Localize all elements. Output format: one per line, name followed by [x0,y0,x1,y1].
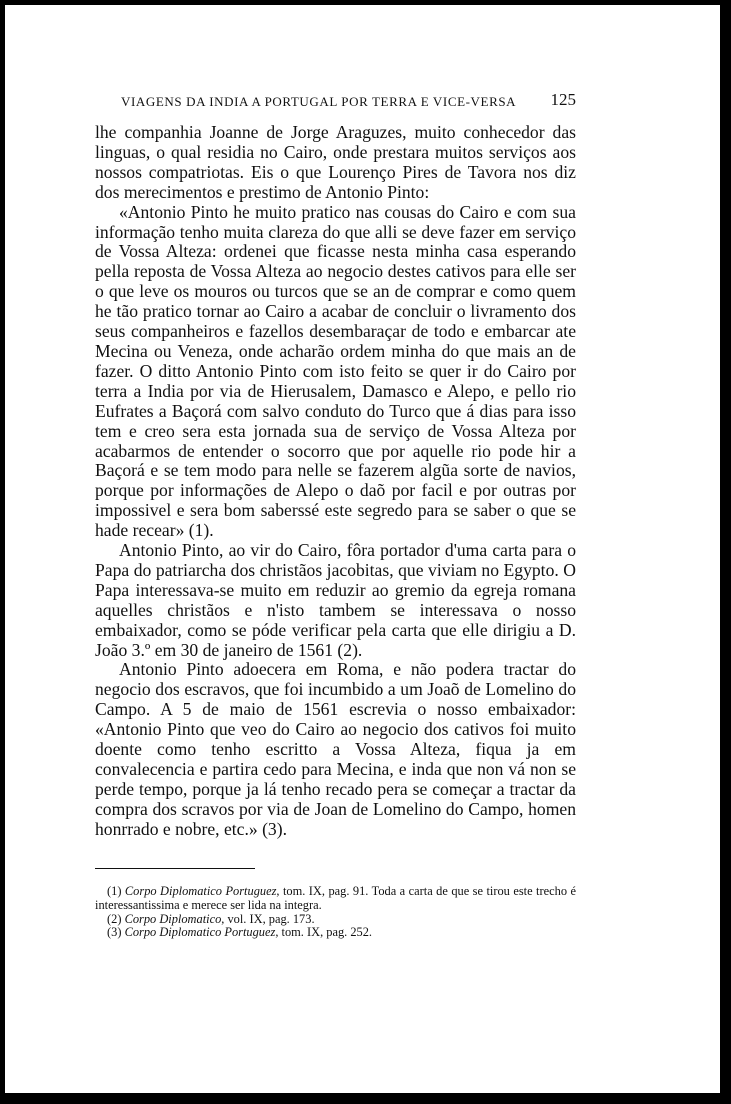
footnote-3 [95,926,576,940]
running-head [121,90,576,110]
running-head-title: VIAGENS DA INDIA A PORTUGAL POR TERRA E VICE-VERSA [121,94,517,109]
paragraph-continuation: lhe companhia Joanne de Jorge Araguzes, muito conhecedor das linguas, o qual residia no Cairo, onde prestara muitos serviços aos nossos compatriotas. Eis o que Lourenço Pires de Tavora nos diz dos merecimentos e prestimo de Antonio Pinto: [95,122,576,202]
footnote-source-title: Corpo Diplomatico [124,911,222,926]
paragraph-quotation: «Antonio Pinto he muito pratico nas cousas do Cairo e com sua informação tenho muita clareza do que alli se deve fazer em serviço de Vossa Alteza: ordenei que ficasse nesta minha casa esperando pella reposta de Vossa Alteza ao negocio destes cativos para elle ser o que leve os mouros ou turcos que se an de comprar e como quem he tão pratico tornar ao Cairo a acabar de concluir o livramento dos seus companheiros e fazellos desembaraçar de todo e embarcar ate Mecina ou Veneza, onde acharão ordem minha do que mais an de fazer. O ditto Antonio Pinto com isto feito se quer ir do Cairo por terra a India por via de Hierusalem, Damasco e Alepo, e pello rio Eufrates a Baçorá com salvo conduto do Turco que á dias para isso tem e creo sera esta jornada sua de serviço de Vossa Alteza por acabarmos de entender o socorro que por aquelle rio pode hir a Baçorá e se tem modo para nelle se fazerem algũa sorte de navios, porque por informações de Alepo o daõ por facil e por outras por impossivel e sera bom saberssé este segredo para se saber o que se hade recear» (1). [95,201,576,541]
footnote-marker: (2) [107,911,122,926]
footnote-2 [95,913,576,927]
footnote-rule [95,868,255,869]
paragraph: Antonio Pinto adoecera em Roma, e não podera tractar do negocio dos escravos, que foi incumbido a um Joaõ de Lomelino do Campo. A 5 de maio de 1561 escrevia o nosso embaixador: «Antonio Pinto que veo do Cairo ao negocio dos cativos foi muito doente como tenho escritto a Vossa Alteza, fiqua ja em convalecencia e partira cedo para Mecina, e inda que non vá non se perde tempo, porque ja lá tenho recado pera se começar a tractar da compra dos scravos por via de Joan de Lomelino do Campo, homen honrrado e nobre, etc.» (3). [95,659,576,839]
paragraph: Antonio Pinto, ao vir do Cairo, fôra portador d'uma carta para o Papa do patriarcha dos christãos jacobitas, que viviam no Egypto. O Papa interessava-se muito em reduzir ao gremio da egreja romana aquelles christãos e n'isto tambem se interessava o nosso embaixador, como se póde verificar pela carta que elle dirigiu a D. João 3.º em 30 de janeiro de 1561 (2). [95,540,576,660]
footnotes [95,885,576,940]
body-text [95,123,576,840]
footnote-text: , tom. IX, pag. 252. [275,925,373,940]
footnote-marker: (3) [107,925,122,940]
footnote-text: , tom. IX, pag. 91. Toda a carta de que se tirou este trecho é interessantissima e merece ser lida na integra. [95,884,576,912]
footnote-source-title: Corpo Diplomatico Portuguez [124,884,277,898]
book-page [5,5,720,1093]
page-number: 125 [550,90,576,109]
footnote-text: , vol. IX, pag. 173. [221,911,315,926]
footnote-marker: (1) [107,884,122,898]
footnote-1 [95,885,576,913]
footnote-source-title: Corpo Diplomatico Portuguez [124,925,276,940]
